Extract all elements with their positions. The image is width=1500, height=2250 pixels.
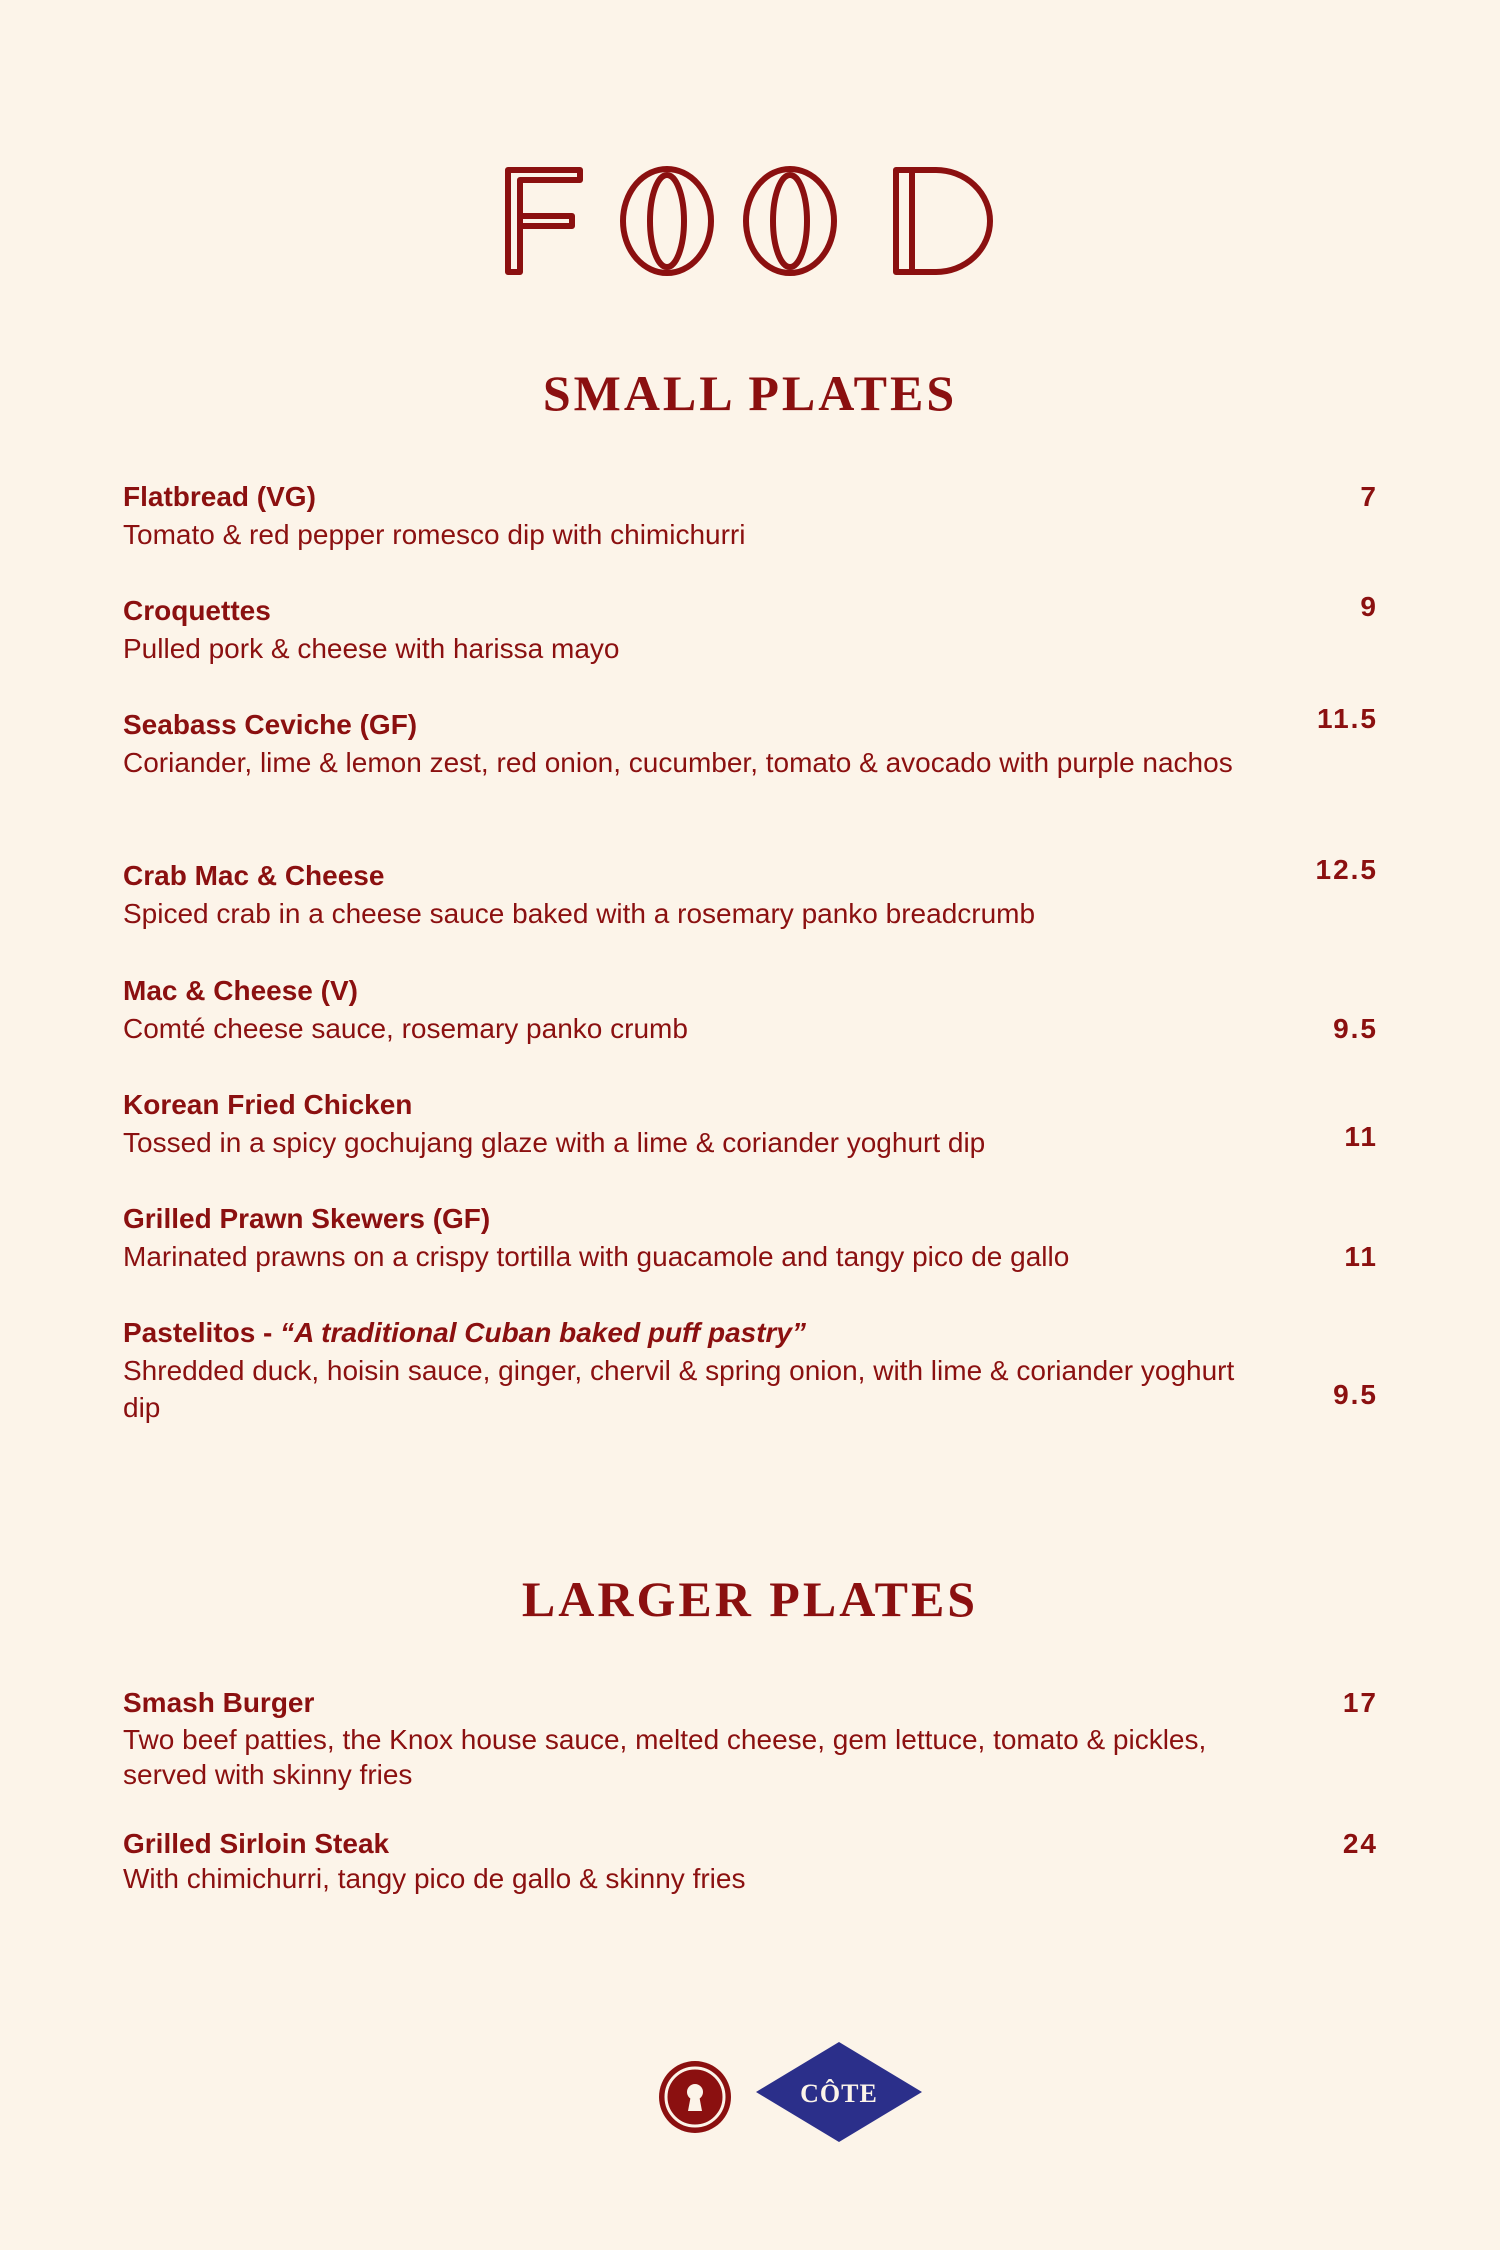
item-price: 11 bbox=[1344, 1241, 1378, 1272]
item-name: Grilled Prawn Skewers (GF) bbox=[123, 1203, 491, 1234]
item-name: Korean Fried Chicken bbox=[123, 1089, 413, 1120]
item-description: Tomato & red pepper romesco dip with chimichurri bbox=[123, 519, 746, 550]
item-description: Pulled pork & cheese with harissa mayo bbox=[123, 633, 620, 664]
item-description: Coriander, lime & lemon zest, red onion, cucumber, tomato & avocado with purple nachos bbox=[123, 747, 1233, 778]
item-name: Grilled Sirloin Steak bbox=[123, 1828, 390, 1859]
section-heading-small-plates: SMALL PLATES bbox=[542, 365, 958, 421]
item-name: Mac & Cheese (V) bbox=[123, 975, 358, 1006]
item-price: 11.5 bbox=[1317, 703, 1378, 734]
item-tagline: “A traditional Cuban baked puff pastry” bbox=[280, 1317, 807, 1348]
menu-item-croquettes bbox=[123, 592, 1378, 702]
cote-logo bbox=[754, 2040, 924, 2144]
menu-item-crab-mac-cheese bbox=[123, 854, 1378, 967]
keyhole-icon bbox=[657, 2059, 733, 2135]
menu-item-flatbread bbox=[123, 478, 1378, 588]
item-price: 9.5 bbox=[1333, 1013, 1378, 1044]
item-description: With chimichurri, tangy pico de gallo & skinny fries bbox=[123, 1863, 746, 1894]
menu-item-smash-burger bbox=[123, 1684, 1378, 1804]
item-description: Comté cheese sauce, rosemary panko crumb bbox=[123, 1013, 688, 1044]
item-price: 17 bbox=[1342, 1687, 1378, 1718]
item-name: Smash Burger bbox=[123, 1687, 315, 1718]
menu-item-korean-fried-chicken bbox=[123, 1086, 1378, 1196]
item-price: 11 bbox=[1344, 1121, 1378, 1152]
item-name: Flatbread (VG) bbox=[123, 481, 316, 512]
item-price: 24 bbox=[1342, 1828, 1378, 1859]
item-name: Croquettes bbox=[123, 595, 271, 626]
menu-item-grilled-sirloin-steak bbox=[123, 1825, 1378, 1935]
footer-logos bbox=[0, 2040, 1500, 2150]
item-description: Shredded duck, hoisin sauce, ginger, chervil & spring onion, with lime & coriander yoghurt dip bbox=[123, 1355, 1235, 1423]
menu-item-pastelitos bbox=[123, 1314, 1378, 1434]
menu-item-seabass-ceviche bbox=[123, 703, 1378, 826]
item-price: 7 bbox=[1360, 481, 1378, 512]
item-price: 12.5 bbox=[1315, 854, 1378, 885]
item-name: Crab Mac & Cheese bbox=[123, 860, 385, 891]
page-title bbox=[0, 147, 1500, 280]
item-price: 9.5 bbox=[1333, 1379, 1378, 1410]
cote-logo-text: CÔTE bbox=[800, 2079, 878, 2108]
item-description: Tossed in a spicy gochujang glaze with a lime & coriander yoghurt dip bbox=[123, 1127, 986, 1158]
item-name-text: Pastelitos - bbox=[123, 1317, 281, 1348]
item-name bbox=[123, 1314, 806, 1352]
section-heading-larger-plates: LARGER PLATES bbox=[521, 1571, 979, 1627]
menu-item-grilled-prawn-skewers bbox=[123, 1200, 1378, 1310]
menu-item-mac-cheese bbox=[123, 972, 1378, 1082]
item-description: Marinated prawns on a crispy tortilla with guacamole and tangy pico de gallo bbox=[123, 1241, 1070, 1272]
item-description: Spiced crab in a cheese sauce baked with a rosemary panko breadcrumb bbox=[123, 898, 1036, 929]
item-description: Two beef patties, the Knox house sauce, melted cheese, gem lettuce, tomato & pickles, served with skinny fries bbox=[123, 1724, 1207, 1790]
item-name: Seabass Ceviche (GF) bbox=[123, 709, 418, 740]
food-title-logotype bbox=[500, 147, 1000, 280]
item-price: 9 bbox=[1360, 591, 1378, 622]
page-title-text: FOOD bbox=[500, 147, 547, 164]
